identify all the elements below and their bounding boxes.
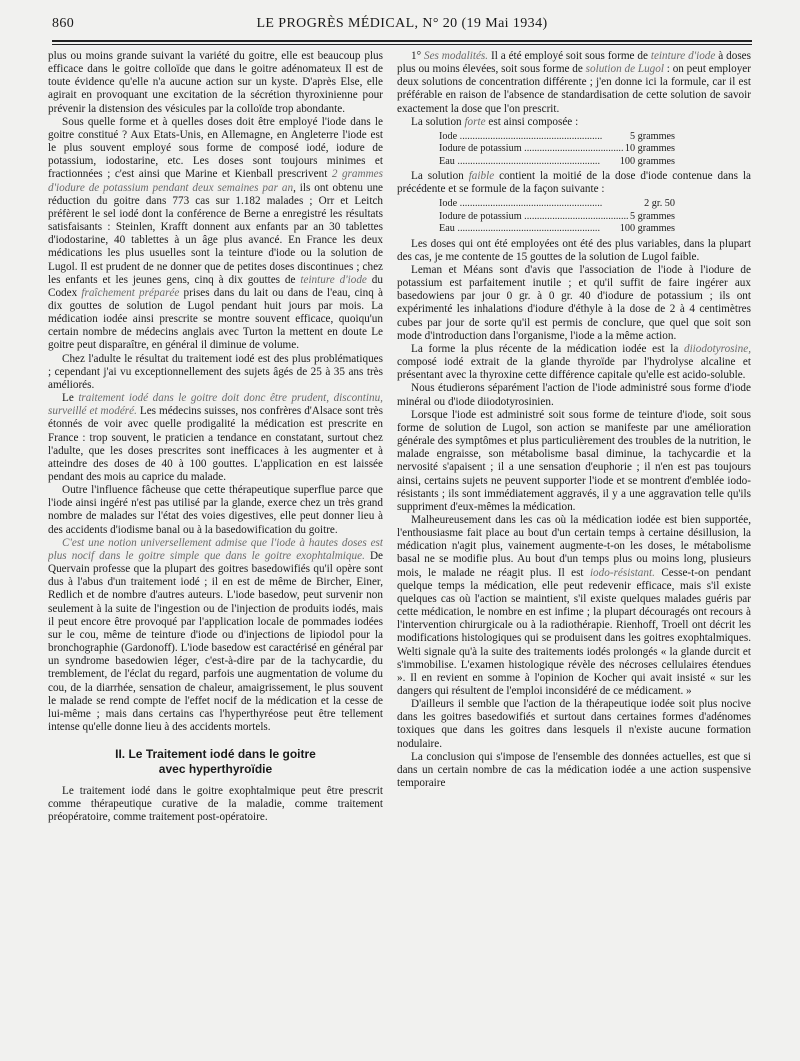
header-rule-thin (52, 44, 752, 45)
paragraph: Le traitement iodé dans le goitre doit donc être prudent, discontinu, surveillé et modéré. Les médecins suisses, nos confrères d'Alsace sont très étonnés de voir avec quelle prodigalité la médication est prescrite en France : trop souvent, le praticien a tendance en constatant, surtout chez l'adulte, que les doses prescrites sont inefficaces à les augmenter et à atteindre des doses de 40 à 100 gouttes. L'application en est laissée pendant des mois au caprice du malade. (48, 392, 383, 483)
paragraph: La solution forte est ainsi composée : (411, 115, 579, 128)
paragraph: Le traitement iodé dans le goitre exophtalmique peut être prescrit comme thérapeutique curative de la maladie, comme traitement préopératoire, comme traitement post-opératoire. (48, 785, 383, 824)
formula-row: Iodure de potassium ..... 10 grammes (439, 143, 675, 155)
formula-row: Eau ..... 100 grammes (439, 223, 675, 235)
paragraph: plus ou moins grande suivant la variété du goitre, elle est beaucoup plus efficace dans le goitre colloïde que dans le goitre adénomateux Il est de toute évidence qu'elle n'a aucune action sur un kyste. D'après Else, elle agirait en provoquant une excitation de la sécrétion thyroxinienne pour prévenir la distension des vésicules par la colloïde trop abondante. (48, 50, 383, 115)
paragraph: Lorsque l'iode est administré soit sous forme de teinture d'iode, soit sous forme de solution de Lugol, son action se manifeste par une amélioration générale des symptômes et plus particulièrement des troubles de la nutrition, le malade engraisse, son métabolisme basal diminue, la tachycardie et la nervosité s'apaisent ; il a une sensation d'euphorie ; il n'en est pas toujours ainsi, certains sujets ne peuvent supporter l'iode et se montrent d'emblée iodo-résistants ; ils sont immédiatement aggravés, il y a une aggravation telle qu'ils suppriment d'eux-mêmes la médication. (397, 408, 751, 513)
paragraph: Outre l'influence fâcheuse que cette thérapeutique superflue parce que l'iode ainsi ingéré n'est pas utilisé par la glande, exerce chez un très grand nombre de malades sur l'état des voies digestives, elle peut donner lieu à des accidents d'iodisme banal ou à la basedowification du goitre. (48, 484, 383, 536)
left-column (48, 50, 383, 1050)
formula-row: Iode ..... 2 gr. 50 (439, 198, 675, 210)
paragraph: Malheureusement dans les cas où la médication iodée est bien supportée, l'enthousiasme fait place au bout d'un certain temps à certaine désillusion, la médication n'agit plus, vainement augmente-t-on les doses, le métabolisme basal ne se modifie plus. Au bout d'un temps plus ou moins long, plusieurs mois, le malade ne réagit plus. Il est iodo-résistant. Cesse-t-on pendant quelque temps la médication, elle peut redevenir efficace, mais s'il existe quelques cas où l'action se maintient, s'il existe quelques malades guéris par cette médication, le nombre en est infime ; la plupart découragés ont recours à l'intervention chirurgicale ou à la radiothérapie. Rienhoff, Troell ont décrit les modifications histologiques qui se produisent dans les goitres exophtalmiques. Welti signale qu'à la suite des traitements iodés prolongés « la glande durcit et s'immobilise. L'examen histologique révèle des nécroses cellulaires étendues ». Il en revient en somme à l'opinion de Kocher qui avait insisté « sur les dangers qui résultent de l'emploi inconsidéré de ce médicament. » (397, 513, 751, 697)
running-header (52, 14, 752, 36)
section-heading: II. Le Traitement iodé dans le goitre avec hyperthyroïdie (115, 747, 316, 777)
paragraph: Nous étudierons séparément l'action de l'iode administré sous forme d'iode minéral ou d'iode diiodotyrosinien. (397, 382, 751, 408)
paragraph: D'ailleurs il semble que l'action de la thérapeutique iodée soit plus nocive dans les goitres basedowifiés et surtout dans certaines formes d'adénomes toxiques que dans les goitres dans lesquels il n'existe aucune formation nodulaire. (397, 698, 751, 750)
formula-row: Iode ..... 5 grammes (439, 131, 675, 143)
formula-strong (439, 131, 675, 168)
paragraph: C'est une notion universellement admise que l'iode à hautes doses est plus nocif dans le goitre simple que dans le goitre exophtalmique. De Quervain professe que la plupart des goitres basedowifiés qu'il opère sont dus à l'abus d'un traitement iodé ; il en est de même de Bircher, Einer, Redlich et de nombre d'autres auteurs. L'iode basedow, peut survenir non seulement à la suite de l'ingestion ou de l'injection de produits iodés, mais il peut encore être provoqué par l'application locale de pommades iodées sur le cou, même de teinture d'iode ou d'injections de lipiodol pour la bronchographie (Gardonoff). L'iode basedow est caractérisé en général par un syndrome basedowien léger, c'est-à-dire par de la tachycardie, du tremblement, de l'éclat du regard, parfois une augmentation de volume du cou, de la diarrhée, sensation de chaleur, amaigrissement, le plus souvent le malade se rend compte de l'effet nocif de la médication et la cesse de lui-même ; mais dans certains cas l'hyperthyréose peut être tellement intense qu'elle donne lieu à des accidents mortels. (48, 536, 383, 733)
paragraph: Sous quelle forme et à quelles doses doit être employé l'iode dans le goitre constitué ? Aux Etats-Unis, en Allemagne, en Angleterre l'iode est le plus souvent employé sous forme de composé iodé, iodure de potassium, iodostarine, etc. Les doses sont toujours minimes et fractionnées ; c'est ainsi que Marine et Kienball prescrivent 2 grammes d'iodure de potassium pendant deux semaines par an, ils ont obtenu une réduction du goitre dans 773 cas sur 1.182 malades ; Orr et Leitch préfèrent le sel iodé dont la conférence de Berne a enregistré les résultats satisfaisants : Steinlen, Krafft donnent aux enfants par an 30 tablettes d'iodostarine, 40 tablettes à un âge plus avancé. En France les deux médications les plus usuelles sont la teinture d'iode ou la solution de Lugol. Il est prudent de ne donner que de petites doses discontinues ; chez les enfants et les jeunes gens, cinq à dix gouttes de teinture d'iode du Codex fraîchement préparée prises dans du lait ou dans de l'eau, cinq à dix gouttes de solution de Lugol pendant huit jours par mois. La médication iodée ainsi prescrite se montre souvent efficace, quoiqu'un certain nombre de médecins anglais avec Turton la mettent en doute Le goitre peut disparaître, en général il diminue de volume. (48, 115, 383, 352)
paragraph: 1° Ses modalités. Il a été employé soit sous forme de teinture d'iode à doses plus ou moins élevées, soit sous forme de solution de Lugol : on peut employer deux solutions de concentration différente ; j'en donne ici la formule, car il est préférable en raison de l'absence de standardisation de cette solution de savoir exactement la dose que l'on prescrit. (397, 50, 751, 115)
paragraph: La conclusion qui s'impose de l'ensemble des données actuelles, est que si dans un certain nombre de cas la médication iodée a une action suspensive temporaire (397, 750, 751, 790)
journal-title: LE PROGRÈS MÉDICAL, N° 20 (19 Mai 1934) (256, 16, 548, 31)
paragraph: La forme la plus récente de la médication iodée est la diiodotyrosine, composé iodé extrait de la glande thyroïde par l'hydrolyse alcaline et présentant avec la thyroxine cette différence capitale qu'elle est acido-soluble. (397, 342, 751, 382)
header-rule-thick (52, 40, 752, 42)
right-column (397, 50, 751, 1050)
paragraph: Les doses qui ont été employées ont été des plus variables, dans la plupart des cas, je me contente de 15 gouttes de la solution de Lugol faible. (397, 237, 751, 263)
formula-row: Iodure de potassium ..... 5 grammes (439, 211, 675, 223)
formula-row: Eau ..... 100 grammes (439, 156, 675, 168)
paragraph: Leman et Méans sont d'avis que l'association de l'iode à l'iodure de potassium est parfaitement inutile ; et qu'il suffit de faire ingérer aux basedowiens par jour 0 gr. à 0 gr. 40 d'iodure de potassium ; ils ont expérimenté les inhalations d'iodure d'éthyle à la dose de 2 à 4 centimètres cubes par jour de sorte qu'il est permis de conclure, que quel que soit son mode d'introduction dans l'organisme, l'iode a la même action. (397, 264, 751, 342)
page-number: 860 (52, 16, 75, 31)
paragraph: La solution faible contient la moitié de la dose d'iode contenue dans la précédente et se formule de la façon suivante : (397, 170, 751, 196)
formula-weak (439, 198, 675, 235)
paragraph: Chez l'adulte le résultat du traitement iodé est des plus problématiques ; cependant j'ai vu exceptionnellement des sujets âgés de 25 à 35 ans très améliorés. (48, 352, 383, 391)
